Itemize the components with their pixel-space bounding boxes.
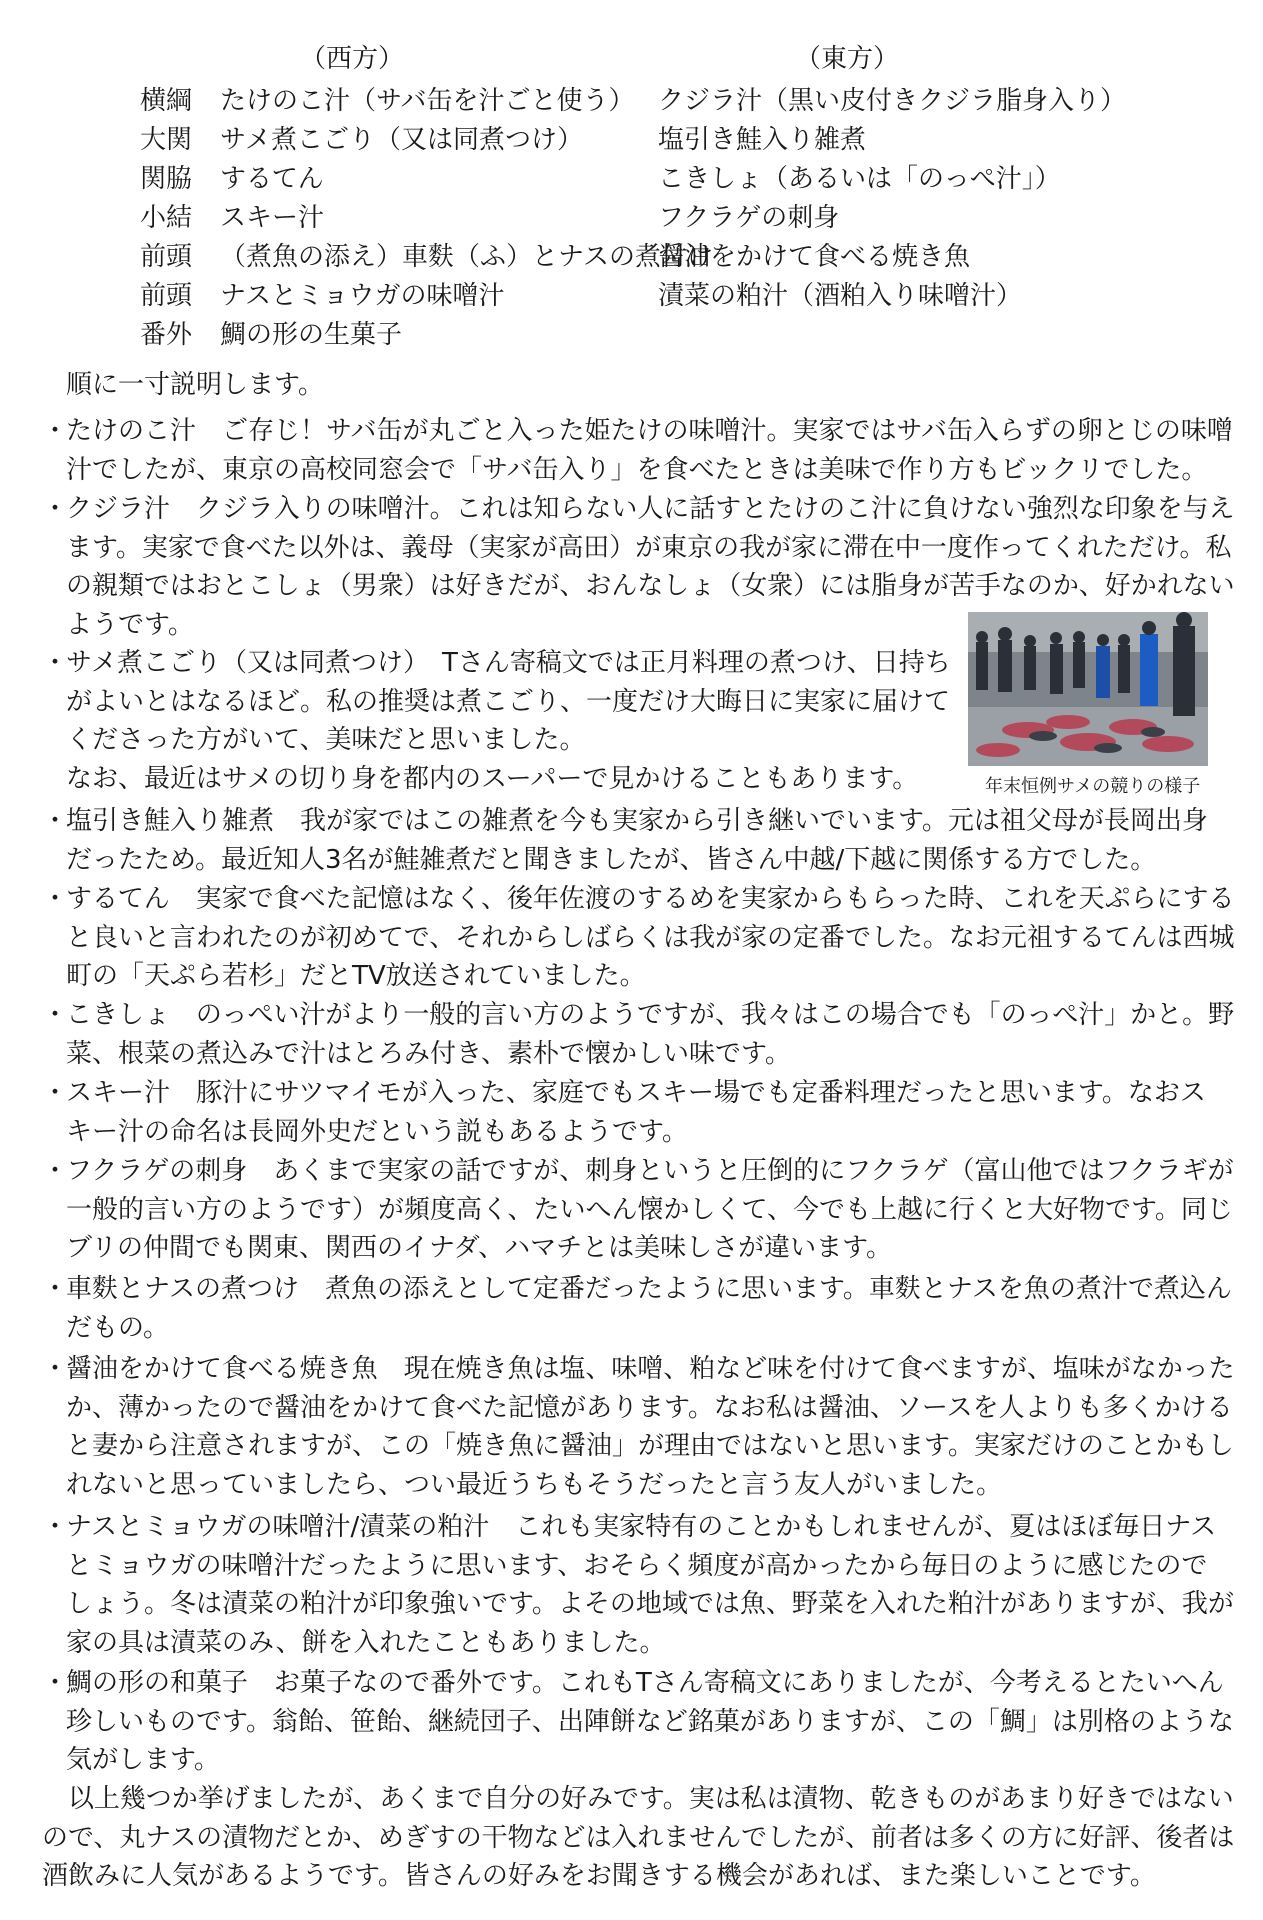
entry-line: フクラゲの刺身 あくまで実家の話ですが、刺身というと圧倒的にフクラゲ（富山他ではフクラギが bbox=[66, 1156, 1234, 1186]
entry-line: キー汁の命名は長岡外史だという説もあるようです。 bbox=[66, 1116, 688, 1147]
closing-line: ので、丸ナスの漬物だとか、めぎすの干物などは入れませんでしたが、前者は多くの方に好評、後者は bbox=[42, 1822, 1235, 1853]
closing-line: 酒飲みに人気があるようです。皆さんの好みをお聞きする機会があれば、また楽しいことです。 bbox=[42, 1861, 1156, 1891]
entry-line: がよいとはなるほど。私の推奨は煮こごり、一度だけ大晦日に実家に届けて bbox=[66, 686, 951, 717]
east-dish: 漬菜の粕汁（酒粕入り味噌汁） bbox=[658, 281, 1023, 311]
rank-title: 前頭 bbox=[140, 242, 193, 272]
east-dish: こきしょ（あるいは「のっぺ汁」） bbox=[658, 164, 1061, 194]
entry-line: ようです。 bbox=[66, 609, 194, 640]
entry-line: なお、最近はサメの切り身を都内のスーパーで見かけることもあります。 bbox=[66, 763, 919, 794]
entry-line: 車麩とナスの煮つけ 煮魚の添えとして定番だったように思います。車麩とナスを魚の煮汁で煮込ん bbox=[66, 1274, 1232, 1304]
dish-entry bbox=[42, 880, 1235, 996]
closing-paragraph bbox=[42, 1780, 1234, 1896]
rank-title: 横綱 bbox=[140, 86, 193, 116]
dish-entry bbox=[42, 1074, 1206, 1151]
ranking-row bbox=[140, 80, 1127, 118]
dish-entry bbox=[42, 1350, 1235, 1504]
bullet-mark: ・ bbox=[42, 494, 69, 524]
entry-line: 町の「天ぷら若杉」だとTV放送されていました。 bbox=[66, 961, 646, 991]
east-dish: 塩引き鮭入り雑煮 bbox=[658, 125, 867, 155]
shark-auction-image bbox=[968, 612, 1208, 766]
east-dish: クジラ汁（黒い皮付きクジラ脂身入り） bbox=[658, 86, 1127, 116]
shark-auction-photo bbox=[968, 612, 1208, 766]
entry-line: 汁でしたが、東京の高校同窓会で「サバ缶入り」を食べたときは美味で作り方もビックリでした。 bbox=[66, 454, 1208, 485]
entry-line: と良いと言われたのが初めてで、それからしばらくは我が家の定番でした。なお元祖するてんは西城 bbox=[66, 922, 1235, 953]
ranking-row bbox=[140, 197, 840, 235]
ranking-row bbox=[140, 314, 403, 352]
west-dish: スキー汁 bbox=[220, 203, 325, 233]
dish-entry bbox=[42, 1270, 1232, 1347]
dish-entry bbox=[42, 1152, 1234, 1268]
rank-title: 小結 bbox=[140, 203, 193, 233]
entry-line: 珍しいものです。翁飴、笹飴、継続団子、出陣餅など銘菓がありますが、この「鯛」は別格のような bbox=[66, 1706, 1234, 1737]
bullet-mark: ・ bbox=[42, 648, 69, 678]
entry-line: れないと思っていましたら、つい最近うちもそうだったと言う友人がいました。 bbox=[66, 1469, 1003, 1500]
entry-line: しょう。冬は漬菜の粕汁が印象強いです。よその地域では魚、野菜を入れた粕汁がありますが、我が bbox=[66, 1589, 1234, 1619]
bullet-mark: ・ bbox=[42, 1354, 69, 1384]
dish-entry bbox=[42, 996, 1234, 1073]
bullet-mark: ・ bbox=[42, 806, 69, 836]
dish-entry bbox=[42, 802, 1208, 879]
entry-line: の親類ではおとこしょ（男衆）は好きだが、おんなしょ（女衆）には脂身が苦手なのか、好かれない bbox=[66, 571, 1235, 601]
rank-title: 前頭 bbox=[140, 281, 193, 311]
west-dish: （煮魚の添え）車麩（ふ）とナスの煮付け bbox=[220, 242, 713, 272]
entry-line: 醤油をかけて食べる焼き魚 現在焼き魚は塩、味噌、粕など味を付けて食べますが、塩味がなかった bbox=[66, 1354, 1235, 1384]
rank-title: 関脇 bbox=[140, 164, 193, 194]
closing-line: 以上幾つか挙げましたが、あくまで自分の好みです。実は私は漬物、乾きものがあまり好きではない bbox=[42, 1784, 1234, 1814]
entry-line: 菜、根菜の煮込みで汁はとろみ付き、素朴で懐かしい味です。 bbox=[66, 1038, 791, 1069]
bullet-mark: ・ bbox=[42, 1000, 69, 1030]
entry-line: だったため。最近知人3名が鮭雑煮だと聞きましたが、皆さん中越/下越に関係する方でした。 bbox=[66, 844, 1157, 875]
rank-title: 大関 bbox=[140, 125, 193, 155]
dish-entry bbox=[42, 412, 1233, 489]
entry-line: ナスとミョウガの味噌汁/漬菜の粕汁 これも実家特有のことかもしれませんが、夏はほぼ毎日ナス bbox=[66, 1512, 1217, 1542]
bullet-mark: ・ bbox=[42, 1156, 69, 1186]
dish-entry bbox=[42, 1664, 1234, 1780]
entry-line: 家の具は漬菜のみ、餅を入れたこともありました。 bbox=[66, 1627, 666, 1658]
entry-line: だもの。 bbox=[66, 1312, 169, 1343]
entry-line: ブリの仲間でも関東、関西のイナダ、ハマチとは美味しさが違います。 bbox=[66, 1233, 893, 1263]
rank-title: 番外 bbox=[140, 320, 193, 350]
entry-line: 気がします。 bbox=[66, 1745, 220, 1775]
entry-line: か、薄かったので醤油をかけて食べた記憶があります。なお私は醤油、ソースを人よりも多くかける bbox=[66, 1392, 1233, 1423]
entry-line: こきしょ のっぺい汁がより一般的言い方のようですが、我々はこの場合でも「のっぺ汁」かと。野 bbox=[66, 1000, 1235, 1030]
east-side-header: （東方） bbox=[795, 44, 900, 74]
intro-line: 順に一寸説明します。 bbox=[66, 370, 324, 400]
west-side-header: （西方） bbox=[300, 44, 405, 74]
entry-line: 一般的言い方のようです）が頻度高く、たいへん懐かしくて、今でも上越に行くと大好物です。同じ bbox=[66, 1194, 1233, 1225]
west-dish: サメ煮こごり（又は同煮つけ） bbox=[220, 125, 583, 155]
entry-line: サメ煮こごり（又は同煮つけ） Tさん寄稿文では正月料理の煮つけ、日持ち bbox=[66, 648, 951, 678]
ranking-row bbox=[140, 158, 1061, 196]
west-dish: 鯛の形の生菓子 bbox=[220, 320, 403, 350]
entry-line: 塩引き鮭入り雑煮 我が家ではこの雑煮を今も実家から引き継いでいます。元は祖父母が長岡出身 bbox=[66, 806, 1208, 836]
west-dish: ナスとミョウガの味噌汁 bbox=[220, 281, 505, 311]
bullet-mark: ・ bbox=[42, 1512, 69, 1542]
dish-entry bbox=[42, 1508, 1234, 1662]
west-dish: するてん bbox=[220, 164, 324, 194]
bullet-mark: ・ bbox=[42, 416, 69, 446]
entry-line: 鯛の形の和菓子 お菓子なので番外です。これもTさん寄稿文にありましたが、今考えるとたいへん bbox=[66, 1668, 1224, 1698]
ranking-row bbox=[140, 275, 1023, 313]
bullet-mark: ・ bbox=[42, 1078, 69, 1108]
entry-line: するてん 実家で食べた記憶はなく、後年佐渡のするめを実家からもらった時、これを天ぷらにする bbox=[66, 884, 1235, 914]
east-dish: フクラゲの刺身 bbox=[658, 203, 840, 233]
entry-line: たけのこ汁 ご存じ！サバ缶が丸ごと入った姫たけの味噌汁。実家ではサバ缶入らずの卵とじの味噌 bbox=[66, 416, 1233, 446]
ranking-row bbox=[140, 236, 971, 274]
entry-line: ます。実家で食べた以外は、義母（実家が高田）が東京の我が家に滞在中一度作ってくれただけ。私 bbox=[66, 532, 1232, 563]
entry-line: くださった方がいて、美味だと思いました。 bbox=[66, 725, 586, 755]
entry-line: とミョウガの味噌汁だったように思います、おそらく頻度が高かったから毎日のように感じたので bbox=[66, 1550, 1208, 1581]
ranking-row bbox=[140, 119, 867, 157]
west-dish: たけのこ汁（サバ缶を汁ごと使う） bbox=[220, 86, 635, 116]
bullet-mark: ・ bbox=[42, 1274, 69, 1304]
photo-caption: 年末恒例サメの競りの様子 bbox=[985, 776, 1201, 797]
entry-line: と妻から注意されますが、この「焼き魚に醤油」が理由ではないと思います。実家だけのことかもし bbox=[66, 1431, 1234, 1461]
dish-entry bbox=[42, 644, 951, 798]
east-dish: 醤油をかけて食べる焼き魚 bbox=[658, 242, 971, 272]
entry-line: スキー汁 豚汁にサツマイモが入った、家庭でもスキー場でも定番料理だったと思います。なおス bbox=[66, 1078, 1206, 1108]
bullet-mark: ・ bbox=[42, 1668, 69, 1698]
bullet-mark: ・ bbox=[42, 884, 69, 914]
entry-line: クジラ汁 クジラ入りの味噌汁。これは知らない人に話すとたけのこ汁に負けない強烈な印象を与え bbox=[66, 494, 1235, 524]
